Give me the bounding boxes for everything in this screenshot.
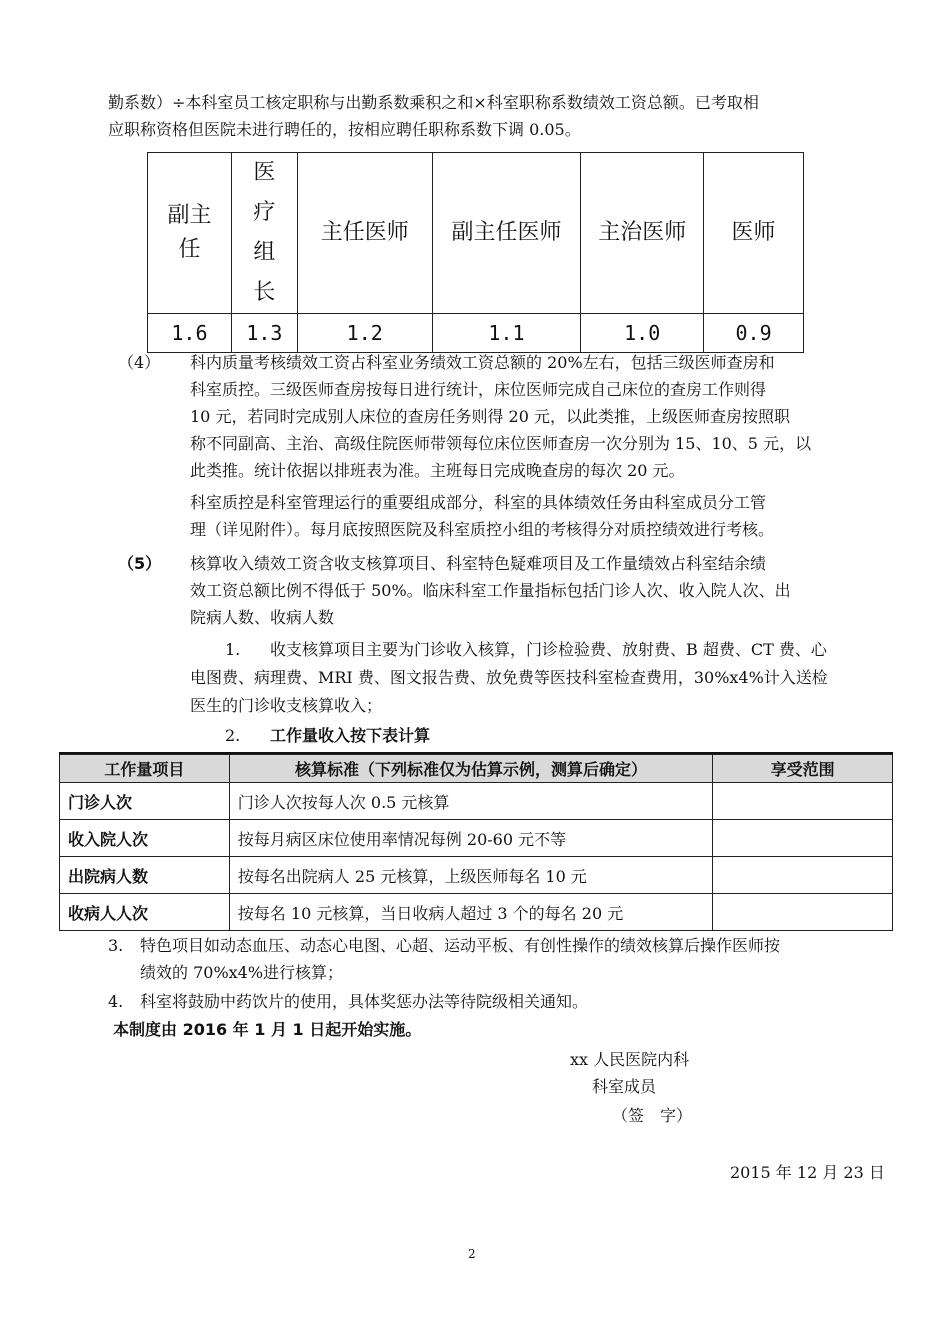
sub2-number: 2. (225, 726, 241, 745)
sub4-number: 4. (108, 992, 124, 1011)
signature-org: xx 人民医院内科 (570, 1050, 690, 1069)
signature-members: 科室成员 (592, 1077, 657, 1096)
workload-scope (713, 820, 893, 857)
sub3-number: 3. (108, 936, 124, 955)
item4-line: 称不同副高、主治、高级住院医师带领每位床位医师查房一次分别为 15、10、5 元，以 (190, 434, 812, 453)
sub1-line: 医生的门诊收支核算收入； (190, 696, 383, 715)
item4-number: （4） (118, 353, 161, 372)
workload-standard: 门诊人次按每人次 0.5 元核算 (229, 783, 712, 820)
workload-standard: 按每名出院病人 25 元核算，上级医师每名 10 元 (229, 857, 712, 894)
item4-line: 此类推。统计依据以排班表为准。主班每日完成晚查房的每次 20 元。 (190, 461, 685, 480)
workload-header-scope: 享受范围 (713, 755, 893, 783)
coef-value: 1.3 (231, 314, 297, 353)
coef-header-physician: 医师 (704, 153, 804, 314)
item5-line: 院病人数、收病人数 (190, 608, 335, 627)
coef-value: 1.0 (581, 314, 704, 353)
page-number: 2 (468, 1247, 476, 1261)
signature-sign: （签 字） (612, 1106, 693, 1125)
coef-value: 1.1 (432, 314, 581, 353)
coef-value: 1.2 (297, 314, 432, 353)
workload-item: 门诊人次 (60, 783, 230, 820)
table-row (60, 820, 893, 857)
sub4-text: 科室将鼓励中药饮片的使用，具体奖惩办法等待院级相关通知。 (140, 992, 589, 1011)
workload-header-standard: 核算标准（下列标准仅为估算示例，测算后确定） (229, 755, 712, 783)
item4-line: 科室质控。三级医师查房按每日进行统计，床位医师完成自己床位的查房工作则得 (190, 380, 767, 399)
sub3-line: 绩效的 70%x4%进行核算； (140, 963, 344, 982)
coef-value: 0.9 (704, 314, 804, 353)
workload-item: 出院病人数 (60, 857, 230, 894)
workload-item: 收入院人次 (60, 820, 230, 857)
sub2-heading: 工作量收入按下表计算 (270, 726, 431, 745)
item4-line: 科室质控是科室管理运行的重要组成部分，科室的具体绩效任务由科室成员分工管 (190, 493, 767, 512)
item4-line: 理（详见附件）。每月底按照医院及科室质控小组的考核得分对质控绩效进行考核。 (190, 520, 775, 539)
item4-line: 科内质量考核绩效工资占科室业务绩效工资总额的 20%左右，包括三级医师查房和 (190, 353, 775, 372)
table-row (60, 783, 893, 820)
workload-scope (713, 857, 893, 894)
intro-line-1: 勤系数）÷本科室员工核定职称与出勤系数乘积之和×科室职称系数绩效工资总额。已考取相 (108, 93, 759, 112)
item5-number: （5） (118, 554, 162, 573)
workload-table (59, 754, 893, 931)
signature-date: 2015 年 12 月 23 日 (730, 1163, 885, 1182)
workload-item: 收病人人次 (60, 894, 230, 931)
workload-scope (713, 894, 893, 931)
workload-scope (713, 783, 893, 820)
intro-line-2: 应职称资格但医院未进行聘任的，按相应聘任职称系数下调 0.05。 (108, 120, 581, 139)
item5-line: 核算收入绩效工资含收支核算项目、科室特色疑难项目及工作量绩效占科室结余绩 (190, 554, 767, 573)
sub3-line: 特色项目如动态血压、动态心电图、心超、运动平板、有创性操作的绩效核算后操作医师按 (140, 936, 781, 955)
item5-line: 效工资总额比例不得低于 50%。临床科室工作量指标包括门诊人次、收入院人次、出 (190, 581, 791, 600)
sub1-line: 电图费、病理费、MRI 费、图文报告费、放免费等医技科室检查费用，30%x4%计入送检 (190, 668, 828, 687)
workload-standard: 按每月病区床位使用率情况每例 20-60 元不等 (229, 820, 712, 857)
workload-standard: 按每名 10 元核算，当日收病人超过 3 个的每名 20 元 (229, 894, 712, 931)
item4-line: 10 元，若同时完成别人床位的查房任务则得 20 元，以此类推，上级医师查房按照职 (190, 407, 790, 426)
coef-value: 1.6 (148, 314, 232, 353)
coef-header-associate-chief: 副主任医师 (432, 153, 581, 314)
sub1-line: 收支核算项目主要为门诊收入核算，门诊检验费、放射费、B 超费、CT 费、心 (270, 640, 827, 659)
title-coefficient-table (147, 152, 804, 353)
coef-header-team-leader: 医疗组长 (231, 153, 297, 314)
workload-header-item: 工作量项目 (60, 755, 230, 783)
coef-header-attending: 主治医师 (581, 153, 704, 314)
effective-statement: 本制度由 2016 年 1 月 1 日起开始实施。 (113, 1020, 422, 1039)
sub1-number: 1. (225, 640, 241, 659)
table-row (60, 857, 893, 894)
table-row (60, 894, 893, 931)
coef-header-chief-physician: 主任医师 (297, 153, 432, 314)
coef-header-deputy-director: 副主任 (148, 153, 232, 314)
